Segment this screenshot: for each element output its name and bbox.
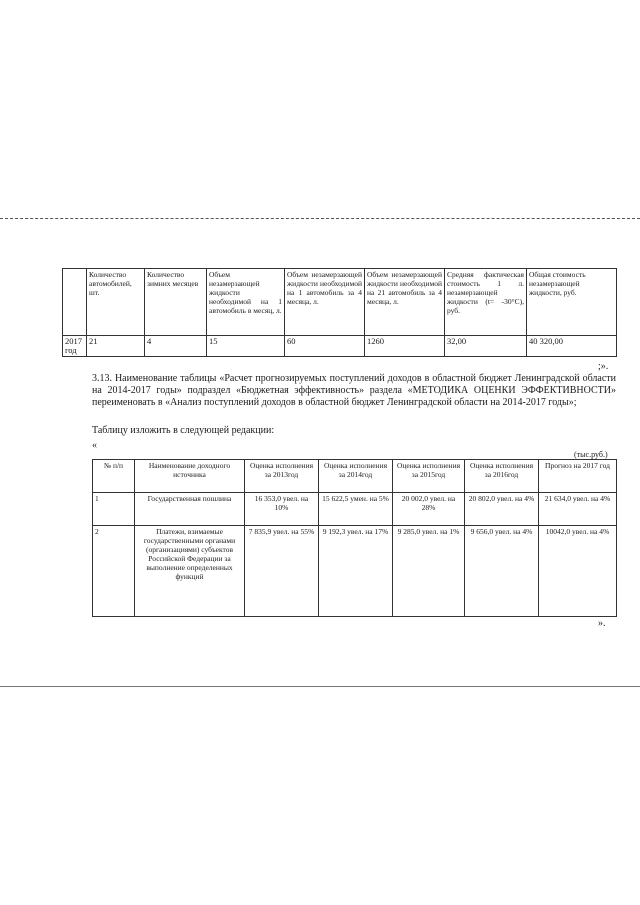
header-cell: Оценка исполнения за 2016год [465,460,539,493]
table-cell: 32,00 [445,336,527,357]
header-cell: Наименование доходного источника [135,460,245,493]
revenue-source: Государственная пошлина [135,493,245,526]
header-cell: Оценка исполнения за 2015год [393,460,465,493]
table-row [63,336,617,357]
table-cell: 9 285,0 увел. на 1% [393,526,465,617]
header-cell [63,269,87,336]
opening-quote: « [92,440,97,451]
closing-quote: ;». [598,361,609,372]
table-cell: 16 353,0 увел. на 10% [245,493,319,526]
header-cell: Оценка исполнения за 2014год [319,460,393,493]
header-cell: Количество зимних месяцев [145,269,207,336]
table-cell: 20 802,0 увел. на 4% [465,493,539,526]
table-cell: 2017 год [63,336,87,357]
table-cell: 21 [87,336,145,357]
table-cell: 15 [207,336,285,357]
header-cell: № п/п [93,460,135,493]
table-row [93,493,617,526]
table-cell: 4 [145,336,207,357]
header-cell: Оценка исполнения за 2013год [245,460,319,493]
table-header-row [93,460,617,493]
table-cell: 9 656,0 увел. на 4% [465,526,539,617]
closing-quote: ». [598,618,606,629]
header-cell: Средняя фактическая стоимость 1 л. незамерзающей жидкости (t= -30°С), руб. [445,269,527,336]
header-cell: Прогноз на 2017 год [539,460,617,493]
table-cell: 10042,0 увел. на 4% [539,526,617,617]
header-cell: Объем незамерзающей жидкости необходимой на 1 автомобиль в месяц, л. [207,269,285,336]
header-cell: Объем незамерзающей жидкости необходимой на 21 автомобиль за 4 месяца, л. [365,269,445,336]
header-cell: Общая стоимость незамерзающей жидкости, руб. [527,269,617,336]
table-cell: 1260 [365,336,445,357]
table-cell: 40 320,00 [527,336,617,357]
table-header-row [63,269,617,336]
row-number: 1 [93,493,135,526]
table-cell: 7 835,9 увел. на 55% [245,526,319,617]
table-cell: 9 192,3 увел. на 17% [319,526,393,617]
amendment-paragraph: 3.13. Наименование таблицы «Расчет прогнозируемых поступлений доходов в областной бюджет Ленинградской области на 2014-2017 годы» подраздел «Бюджетная эффективность» раздела «МЕТОДИКА ОЦЕНКИ ЭФФЕКТИВНОСТИ» переименовать в «Анализ поступлений доходов в областной бюджет Ленинградской области на 2014-2017 годы»; [92,373,616,408]
header-cell: Количество автомобилей, шт. [87,269,145,336]
instruction-text: Таблицу изложить в следующей редакции: [92,425,275,436]
table-cell: 21 634,0 увел. на 4% [539,493,617,526]
bottom-divider [0,686,640,687]
header-cell: Объем незамерзающей жидкости необходимой на 1 автомобиль за 4 месяца, л. [285,269,365,336]
units-label: (тыс.руб.) [574,450,608,459]
top-divider [0,218,640,219]
revenue-analysis-table [92,459,617,617]
row-number: 2 [93,526,135,617]
table-row [93,526,617,617]
liquid-cost-table [62,268,617,357]
table-cell: 15 622,5 умен. на 5% [319,493,393,526]
revenue-source: Платежи, взимаемые государственными органами (организациями) субъектов Российской Федерации за выполнение определенных функций [135,526,245,617]
table-cell: 60 [285,336,365,357]
table-cell: 20 002,0 увел. на 28% [393,493,465,526]
